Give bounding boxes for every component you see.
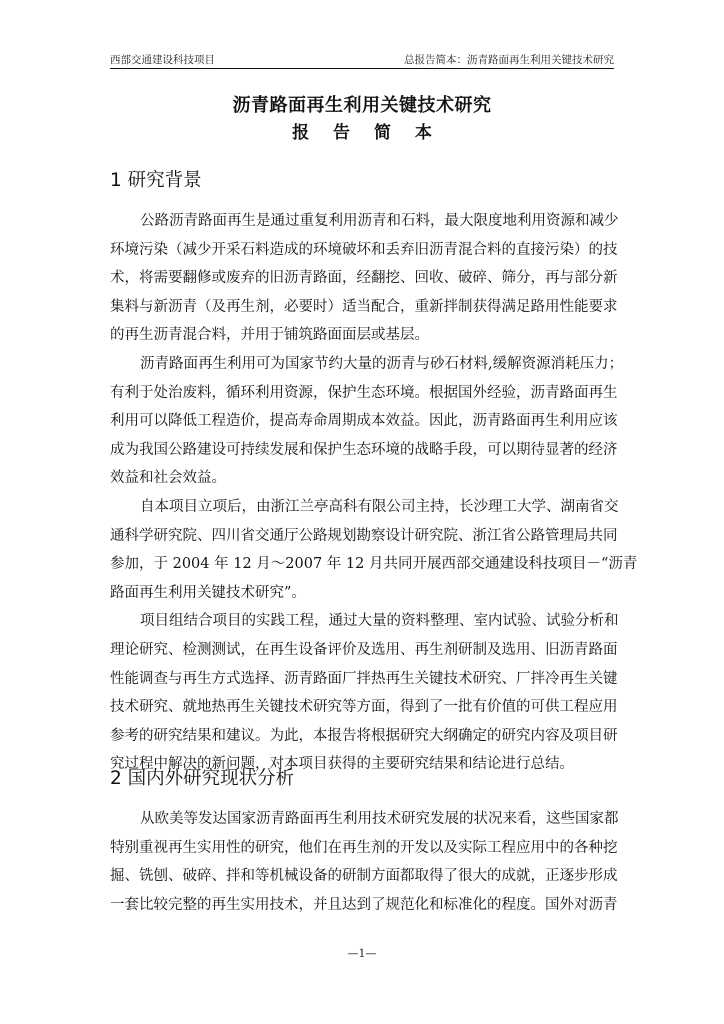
- paragraph-line: 参考的研究结果和建议。为此，本报告将根据研究大纲确定的研究内容及项目研: [110, 727, 618, 744]
- paragraph-line: 公路沥青路面再生是通过重复利用沥青和石料，最大限度地利用资源和减少: [140, 213, 619, 229]
- header-right-text: 总报告简本：沥青路面再生利用关键技术研究: [404, 54, 614, 66]
- paragraph-line: 成为我国公路建设可持续发展和保护生态环境的战略手段，可以期待显著的经济: [110, 441, 618, 458]
- paragraph-line: 沥青路面再生利用可为国家节约大量的沥青与砂石材料,缓解资源消耗压力；: [140, 355, 624, 372]
- document-subtitle: 报 告 简 本: [292, 123, 441, 143]
- paragraph-line: 性能调查与再生方式选择、沥青路面厂拌热再生关键技术研究、厂拌冷再生关键: [110, 670, 618, 687]
- paragraph-line: 参加，于 2004 年 12 月～2007 年 12 月共同开展西部交通建设科技项目－“沥青: [110, 556, 638, 573]
- paragraph-line: 术，将需要翻修或废弃的旧沥青路面，经翻挖、回收、破碎、筛分，再与部分新: [110, 270, 618, 287]
- paragraph-line: 特别重视再生实用性的研究，他们在再生剂的开发以及实际工程应用中的各种挖: [110, 839, 618, 856]
- paragraph-line: 技术研究、就地热再生关键技术研究等方面，得到了一批有价值的可供工程应用: [110, 699, 618, 716]
- section-body-background: [110, 207, 638, 779]
- header-left-text: 西部交通建设科技项目: [110, 54, 215, 66]
- paragraph-line: 自本项目立项后，由浙江兰亭高科有限公司主持，长沙理工大学、湖南省交: [140, 498, 619, 515]
- paragraph-line: 一套比较完整的再生实用技术，并且达到了规范化和标准化的程度。国外对沥青: [110, 896, 618, 913]
- paragraph-line: 利用可以降低工程造价，提高寿命周期成本效益。因此，沥青路面再生利用应该: [110, 413, 618, 430]
- section-body-research-status: [110, 805, 619, 919]
- paragraph-line: 究过程中解决的新问题，对本项目获得的主要研究结果和结论进行总结。: [110, 756, 574, 773]
- paragraph-line: 效益和社会效益。: [110, 470, 226, 487]
- section-heading-research-status: 2 国内外研究现状分析: [110, 768, 295, 789]
- paragraph-line: 集料与新沥青（及再生剂，必要时）适当配合，重新拌制获得满足路用性能要求: [110, 298, 618, 315]
- paragraph-line: 从欧美等发达国家沥青路面再生利用技术研究发展的状况来看，这些国家都: [140, 811, 619, 827]
- section-heading-background: 1 研究背景: [110, 170, 202, 191]
- paragraph-line: 掘、铣刨、破碎、拌和等机械设备的研制方面都取得了很大的成就，正逐步形成: [110, 868, 618, 885]
- paragraph-line: 有利于处治废料，循环利用资源，保护生态环境。根据国外经验，沥青路面再生: [110, 384, 618, 401]
- document-title: 沥青路面再生利用关键技术研究: [232, 95, 492, 116]
- paragraph-line: 环境污染（减少开采石料造成的环境破坏和丢弃旧沥青混合料的直接污染）的技: [110, 241, 618, 258]
- paragraph-line: 路面再生利用关键技术研究”。: [110, 584, 306, 601]
- paragraph-line: 的再生沥青混合料，并用于铺筑路面面层或基层。: [110, 327, 429, 344]
- header-rule: [110, 68, 614, 69]
- paragraph-line: 理论研究、检测测试，在再生设备评价及选用、再生剂研制及选用、旧沥青路面: [110, 641, 618, 658]
- running-header: [110, 52, 614, 68]
- paragraph-line: 通科学研究院、四川省交通厅公路规划勘察设计研究院、浙江省公路管理局共同: [110, 527, 618, 544]
- page-number: —1—: [347, 947, 377, 960]
- paragraph-line: 项目组结合项目的实践工程，通过大量的资料整理、室内试验、试验分析和: [140, 613, 619, 630]
